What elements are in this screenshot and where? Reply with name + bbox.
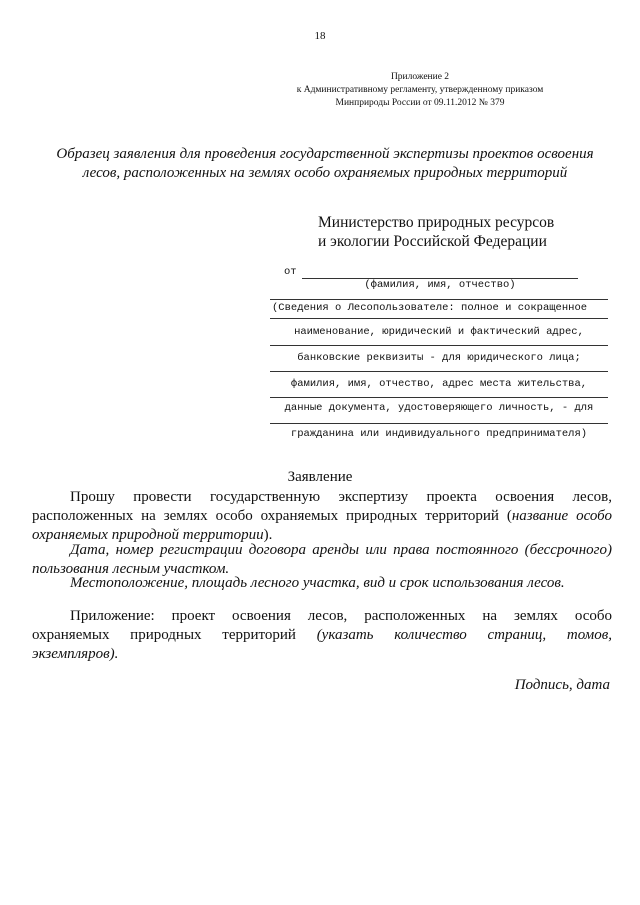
details-text-6: гражданина или индивидуального предпринимателя) — [290, 428, 588, 440]
details-text-3: банковские реквизиты - для юридического лица; — [297, 352, 581, 364]
statement-paragraph-3: Местоположение, площадь лесного участка, вид и срок использования лесов. — [70, 575, 565, 591]
addressee-line-2: и экологии Российской Федерации — [318, 233, 547, 250]
att-line-2 — [32, 626, 612, 645]
p2-line-1: Дата, номер регистрации договора аренды или права постоянного (бессрочного) — [70, 542, 612, 558]
att-line-2-plain: охраняемых природных территорий — [32, 627, 296, 643]
appendix-line-1: Приложение 2 — [390, 72, 450, 82]
p1-line-3-italic: охраняемых природной территории — [32, 527, 264, 543]
details-text-1: (Сведения о Лесопользователе: полное и сокращенное — [272, 302, 588, 314]
appendix-note — [260, 71, 580, 110]
details-line-3 — [270, 371, 608, 372]
details-line-2 — [270, 345, 608, 346]
details-text-4: фамилия, имя, отчество, адрес места жительства, — [290, 378, 588, 390]
p1-line-2-italic: название особо — [511, 508, 613, 524]
name-hint: (фамилия, имя, отчество) — [364, 279, 516, 291]
addressee-line-1: Министерство природных ресурсов — [318, 214, 555, 231]
details-line-1 — [270, 318, 608, 319]
addressee — [318, 213, 554, 251]
att-line-1: Приложение: проект освоения лесов, расположенных на землях особо — [70, 608, 612, 624]
p1-line-3-end: ). — [263, 527, 273, 543]
att-line-3: экземпляров). — [32, 646, 119, 662]
page-number: 18 — [314, 30, 326, 42]
p1-line-2 — [32, 507, 612, 526]
p1-line-2-plain: расположенных на землях особо охраняемых природных территорий ( — [32, 508, 512, 524]
details-text-2: наименование, юридический и фактический адрес, — [294, 326, 584, 338]
details-line-5 — [270, 423, 608, 424]
signature-date: Подпись, дата — [514, 677, 610, 693]
details-line-4 — [270, 397, 608, 398]
p2-line-2: пользования лесным участком. — [32, 561, 230, 577]
statement-paragraph-1 — [32, 488, 612, 545]
title-line-2: лесов, расположенных на землях особо охраняемых природных территорий — [82, 165, 568, 181]
details-line-0 — [270, 299, 608, 300]
appendix-line-3: Минприроды России от 09.11.2012 № 379 — [335, 98, 505, 108]
attachment-paragraph — [32, 607, 612, 664]
document-title — [30, 145, 620, 183]
att-line-2-italic: (указать количество страниц, томов, — [316, 627, 613, 643]
details-text-5: данные документа, удостоверяющего личность, - для — [284, 402, 594, 414]
appendix-line-2: к Административному регламенту, утвержденному приказом — [296, 85, 544, 95]
p1-line-1: Прошу провести государственную экспертизу проекта освоения лесов, — [70, 489, 612, 505]
from-label: от — [284, 266, 297, 278]
statement-heading: Заявление — [287, 469, 353, 485]
title-line-1: Образец заявления для проведения государственной экспертизы проектов освоения — [56, 146, 594, 162]
